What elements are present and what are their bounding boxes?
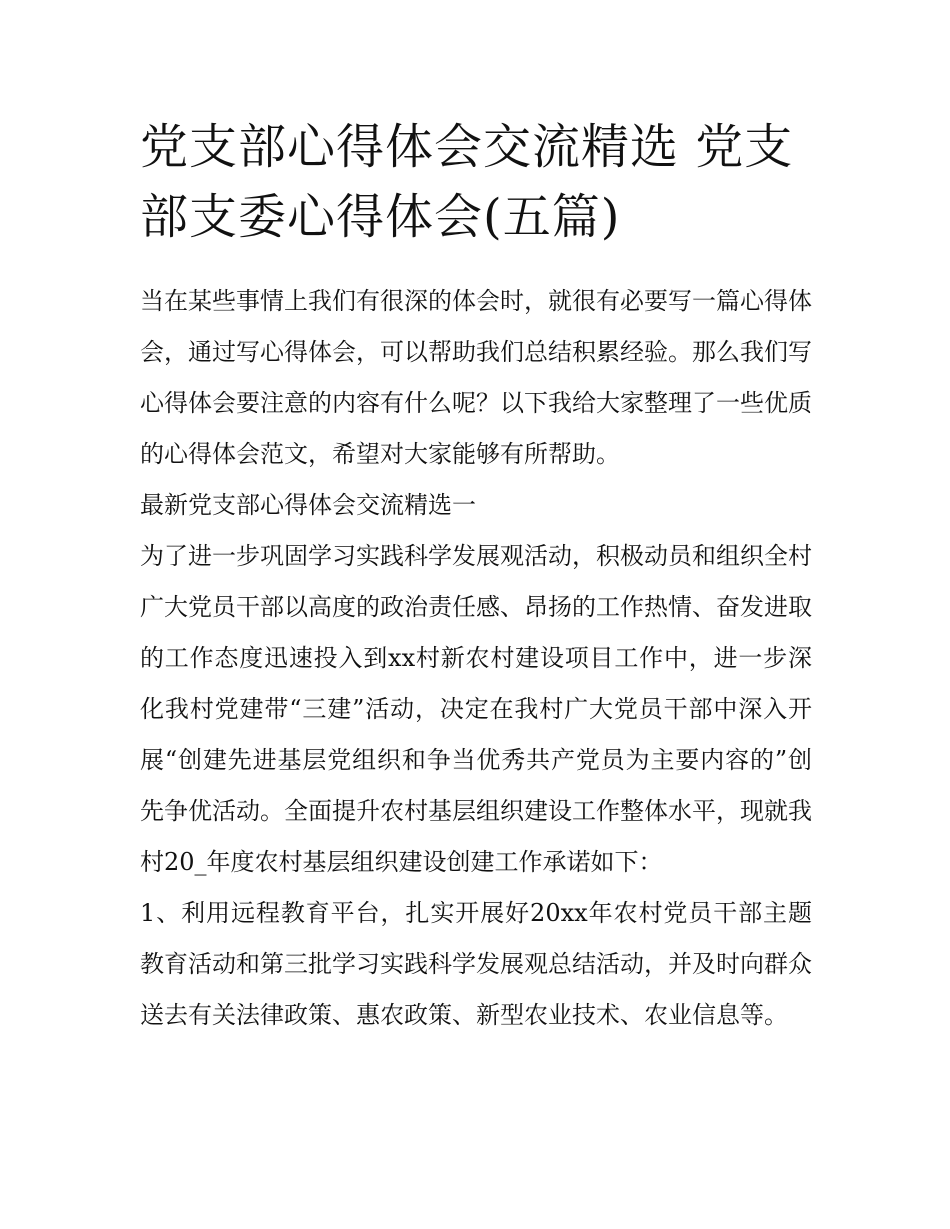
document-title: 党支部心得体会交流精选 党支部支委心得体会(五篇) [140, 119, 794, 245]
body-paragraph-2: 1、利用远程教育平台，扎实开展好20xx年农村党员干部主题教育活动和第三批学习实践科学发展观总结活动，并及时向群众送去有关法律政策、惠农政策、新型农业技术、农业信息等。 [140, 899, 812, 1029]
section-heading: 最新党支部心得体会交流精选一 [140, 491, 476, 519]
body-paragraph-1: 为了进一步巩固学习实践科学发展观活动，积极动员和组织全村广大党员干部以高度的政治责任感、昂扬的工作热情、奋发进取的工作态度迅速投入到xx村新农村建设项目工作中，进一步深化我村党建带“三建”活动，决定在我村广大党员干部中深入开展“创建先进基层党组织和争当优秀共产党员为主要内容的”创先争优活动。全面提升农村基层组织建设工作整体水平，现就我村20_年度农村基层组织建设创建工作承诺如下： [140, 542, 812, 876]
document-page [140, 112, 812, 1041]
intro-paragraph: 当在某些事情上我们有很深的体会时，就很有必要写一篇心得体会，通过写心得体会，可以帮助我们总结积累经验。那么我们写心得体会要注意的内容有什么呢？以下我给大家整理了一些优质的心得体会范文，希望对大家能够有所帮助。 [140, 287, 812, 468]
document-body [140, 276, 812, 1041]
